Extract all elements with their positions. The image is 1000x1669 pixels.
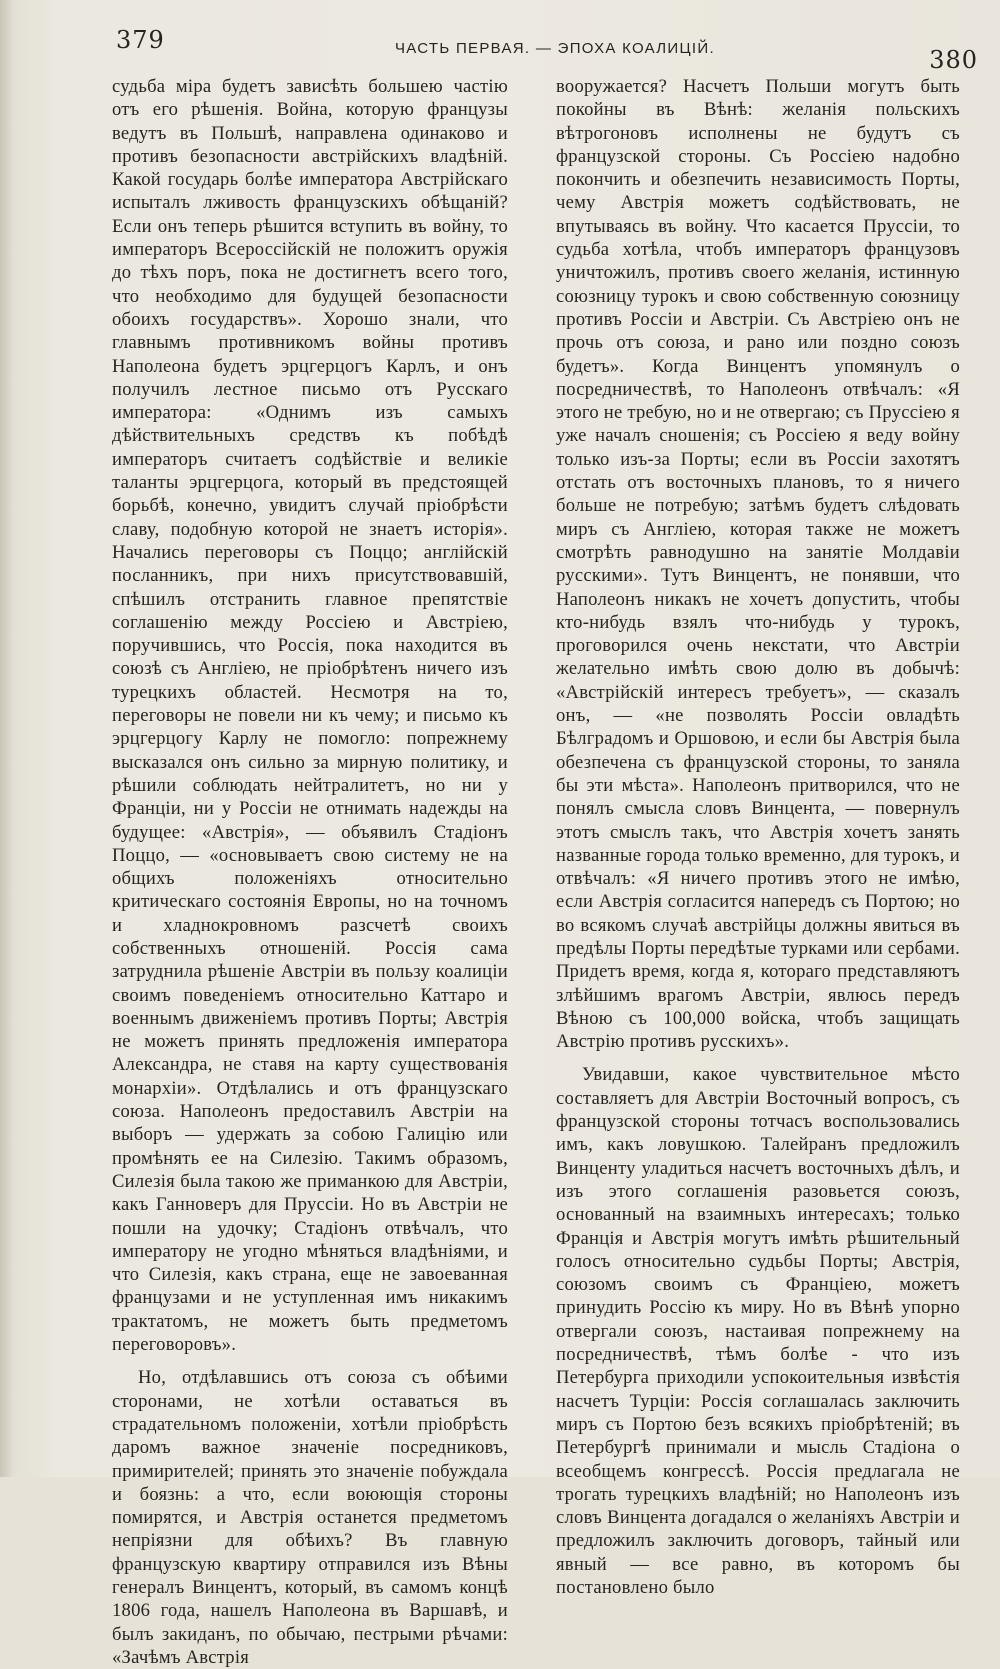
left-paragraph-2: Но, отдѣлавшись отъ союза съ обѣими сторонами, не хотѣли оставаться въ страдательномъ положеніи, хотѣли пріобрѣсть даромъ важное значеніе посредниковъ, примирителей; принять это значеніе побуждала и боязнь: а что, если воюющія стороны помирятся, и Австрія останется предметомъ непріязни для обѣихъ? Въ главную французскую квартиру отправился изъ Вѣны генералъ Винцентъ, который, въ самомъ концѣ 1806 года, нашелъ Наполеона въ Варшавѣ, и былъ закиданъ, по обычаю, пестрыми рѣчами: «Зачѣмъ Австрія — [112, 1367, 508, 1668]
right-paragraph-2: Увидавши, какое чувствительное мѣсто составляетъ для Австріи Восточный вопросъ, съ французской стороны тотчасъ воспользовались имъ, какъ ловушкою. Талейранъ предложилъ Винценту уладиться насчетъ восточныхъ дѣлъ, и изъ этого соглашенія разовьется союзъ, основанный на взаимныхъ интересахъ; только Франція и Австрія могутъ имѣть рѣшительный голосъ относительно судьбы Порты; Австрія, союзомъ своимъ съ Франціею, можетъ принудить Россію къ миру. Но въ Вѣнѣ упорно отвергали союзъ, настаивая попрежнему на посредничествѣ, тѣмъ болѣе - что изъ Петербурга приходили успокоительныя извѣстія насчетъ Турціи: Россія соглашалась заключить миръ съ Портою безъ всякихъ пріобрѣтеній; въ Петербургѣ принимали и мысль Стадіона о всеобщемъ конгрессѣ. Россія предлагала не трогать турецкихъ владѣній; но Наполеонъ изъ словъ Винцента догадался о желаніяхъ Австріи и предложилъ заключить договоръ, тайный или явный — все равно, въ которомъ бы постановлено было — [556, 1064, 960, 1598]
page-number-left: 379 — [116, 26, 165, 54]
running-head: ЧАСТЬ ПЕРВАЯ. — ЭПОХА КОАЛИЦІЙ. — [395, 40, 715, 57]
left-paragraph-1: судьба міра будетъ зависѣть большею частію отъ его рѣшенія. Война, которую французы ведутъ въ Польшѣ, направлена одинаково и противъ безопасности австрійскихъ владѣній. Какой государь болѣе императора Австрійскаго испыталъ лживость французскихъ обѣщаній? Если онъ теперь рѣшится вступить въ войну, то императоръ Всероссійскій не положитъ оружія до тѣхъ поръ, пока не достигнетъ всего того, что необходимо для будущей безопасности обоихъ государствъ». Хорошо знали, что главнымъ противникомъ войны противъ Наполеона будетъ эрцгерцогъ Карлъ, и онъ получилъ лестное письмо отъ Русскаго императора: «Однимъ изъ самыхъ дѣйствительныхъ средствъ къ побѣдѣ императоръ считаетъ содѣйствіе и великіе таланты эрцгерцога, который въ предстоящей борьбѣ, конечно, увидитъ случай пріобрѣсти славу, подобную которой не знаетъ исторія». Начались переговоры съ Поццо; англійскій посланникъ, при нихъ присутствовавшій, спѣшилъ отстранить главное препятствіе соглашенію между Россіею и Австріею, поручившись, что Россія, пока находится въ союзѣ съ Англіею, не пріобрѣтенъ ничего изъ турецкихъ областей. Несмотря на то, переговоры не повели ни къ чему; и письмо къ эрцгерцогу Карлу не помогло: попрежнему высказался онъ сильно за мирную политику, и рѣшили соблюдать нейтралитетъ, но ни у Франціи, ни у Россіи не отнимать надежды на будущее: «Австрія», — объявилъ Стадіонъ Поццо, — «основываетъ свою систему не на общихъ положеніяхъ относительно критическаго состоянія Европы, но на точномъ и хладнокровномъ разсчетѣ своихъ собственныхъ отношеній. Россія сама затруднила рѣшеніе Австріи въ пользу коалиціи своимъ поведеніемъ относительно Каттаро и военнымъ движеніемъ противъ Порты; Австрія не можетъ принять предложенія императора Александра, не ставя на карту существованія монархіи». Отдѣлались и отъ французскаго союза. Наполеонъ предоставилъ Австріи на выборъ — удержать за собою Галицію или промѣнять ее на Силезію. Такимъ образомъ, Силезія была такою же приманкою для Австріи, какъ Ганноверъ для Пруссіи. Но въ Австріи не пошли на удочку; Стадіонъ отвѣчалъ, что императору не угодно мѣняться владѣніями, и что Силезія, какъ страна, еще не завоеванная французами и не уступленная имъ никакимъ трактатомъ, не можетъ быть предметомъ переговоровъ». — [112, 76, 508, 1356]
left-column — [112, 75, 508, 1669]
page-header — [0, 24, 1000, 74]
right-paragraph-1: вооружается? Насчетъ Польши могутъ быть покойны въ Вѣнѣ: желанія польскихъ вѣтрогоновъ исполнены не будутъ съ французской стороны. Съ Россіею надобно покончить и обезпечить независимость Порты, чему Австрія можетъ содѣйствовать, не впутываясь въ войну. Что касается Пруссіи, то судьба хотѣла, чтобъ императоръ французовъ уничтожилъ, противъ своего желанія, истинную союзницу турокъ и свою собственную союзницу противъ Россіи и Австріи. Съ Австріею онъ не прочь отъ союза, и рано или поздно союзъ будетъ». Когда Винцентъ упомянулъ о посредничествѣ, то Наполеонъ отвѣчалъ: «Я этого не требую, но и не отвергаю; съ Пруссіею я уже началъ сношенія; съ Россіею я веду войну только изъ-за Порты; если въ Россіи захотятъ отстать отъ восточныхъ плановъ, то я ничего больше не потребую; затѣмъ будетъ слѣдовать миръ съ Англіею, которая также не можетъ смотрѣть равнодушно на занятіе Молдавіи русскими». Тутъ Винцентъ, не понявши, что Наполеонъ никакъ не хочетъ допустить, чтобы кто-нибудь взялъ что-нибудь у турокъ, проговорился очень некстати, что Австріи желательно имѣть свою долю въ добычѣ: «Австрійскій интересъ требуетъ», — сказалъ онъ, — «не позволять Россіи овладѣть Бѣлградомъ и Оршовою, и если бы Австрія была обезпечена съ французской стороны, то заняла бы эти мѣста». Наполеонъ притворился, что не понялъ смысла словъ Винцента, — повернулъ этотъ смыслъ такъ, что Австрія хочетъ занять названные города только временно, для турокъ, и отвѣчалъ: «Я ничего противъ этого не имѣю, если Австрія согласится напередъ съ Портою; но во всякомъ случаѣ австрійцы должны явиться въ предѣлы Порты передѣтые турками или сербами. Придетъ время, когда я, котораго представляютъ злѣйшимъ врагомъ Австріи, явлюсь передъ Вѣною съ 100,000 войска, чтобъ защищать Австрію противъ русскихъ». — [556, 76, 960, 1053]
page-number-right: 380 — [929, 46, 978, 74]
right-column — [556, 75, 960, 1599]
binding-shadow — [0, 0, 14, 1477]
